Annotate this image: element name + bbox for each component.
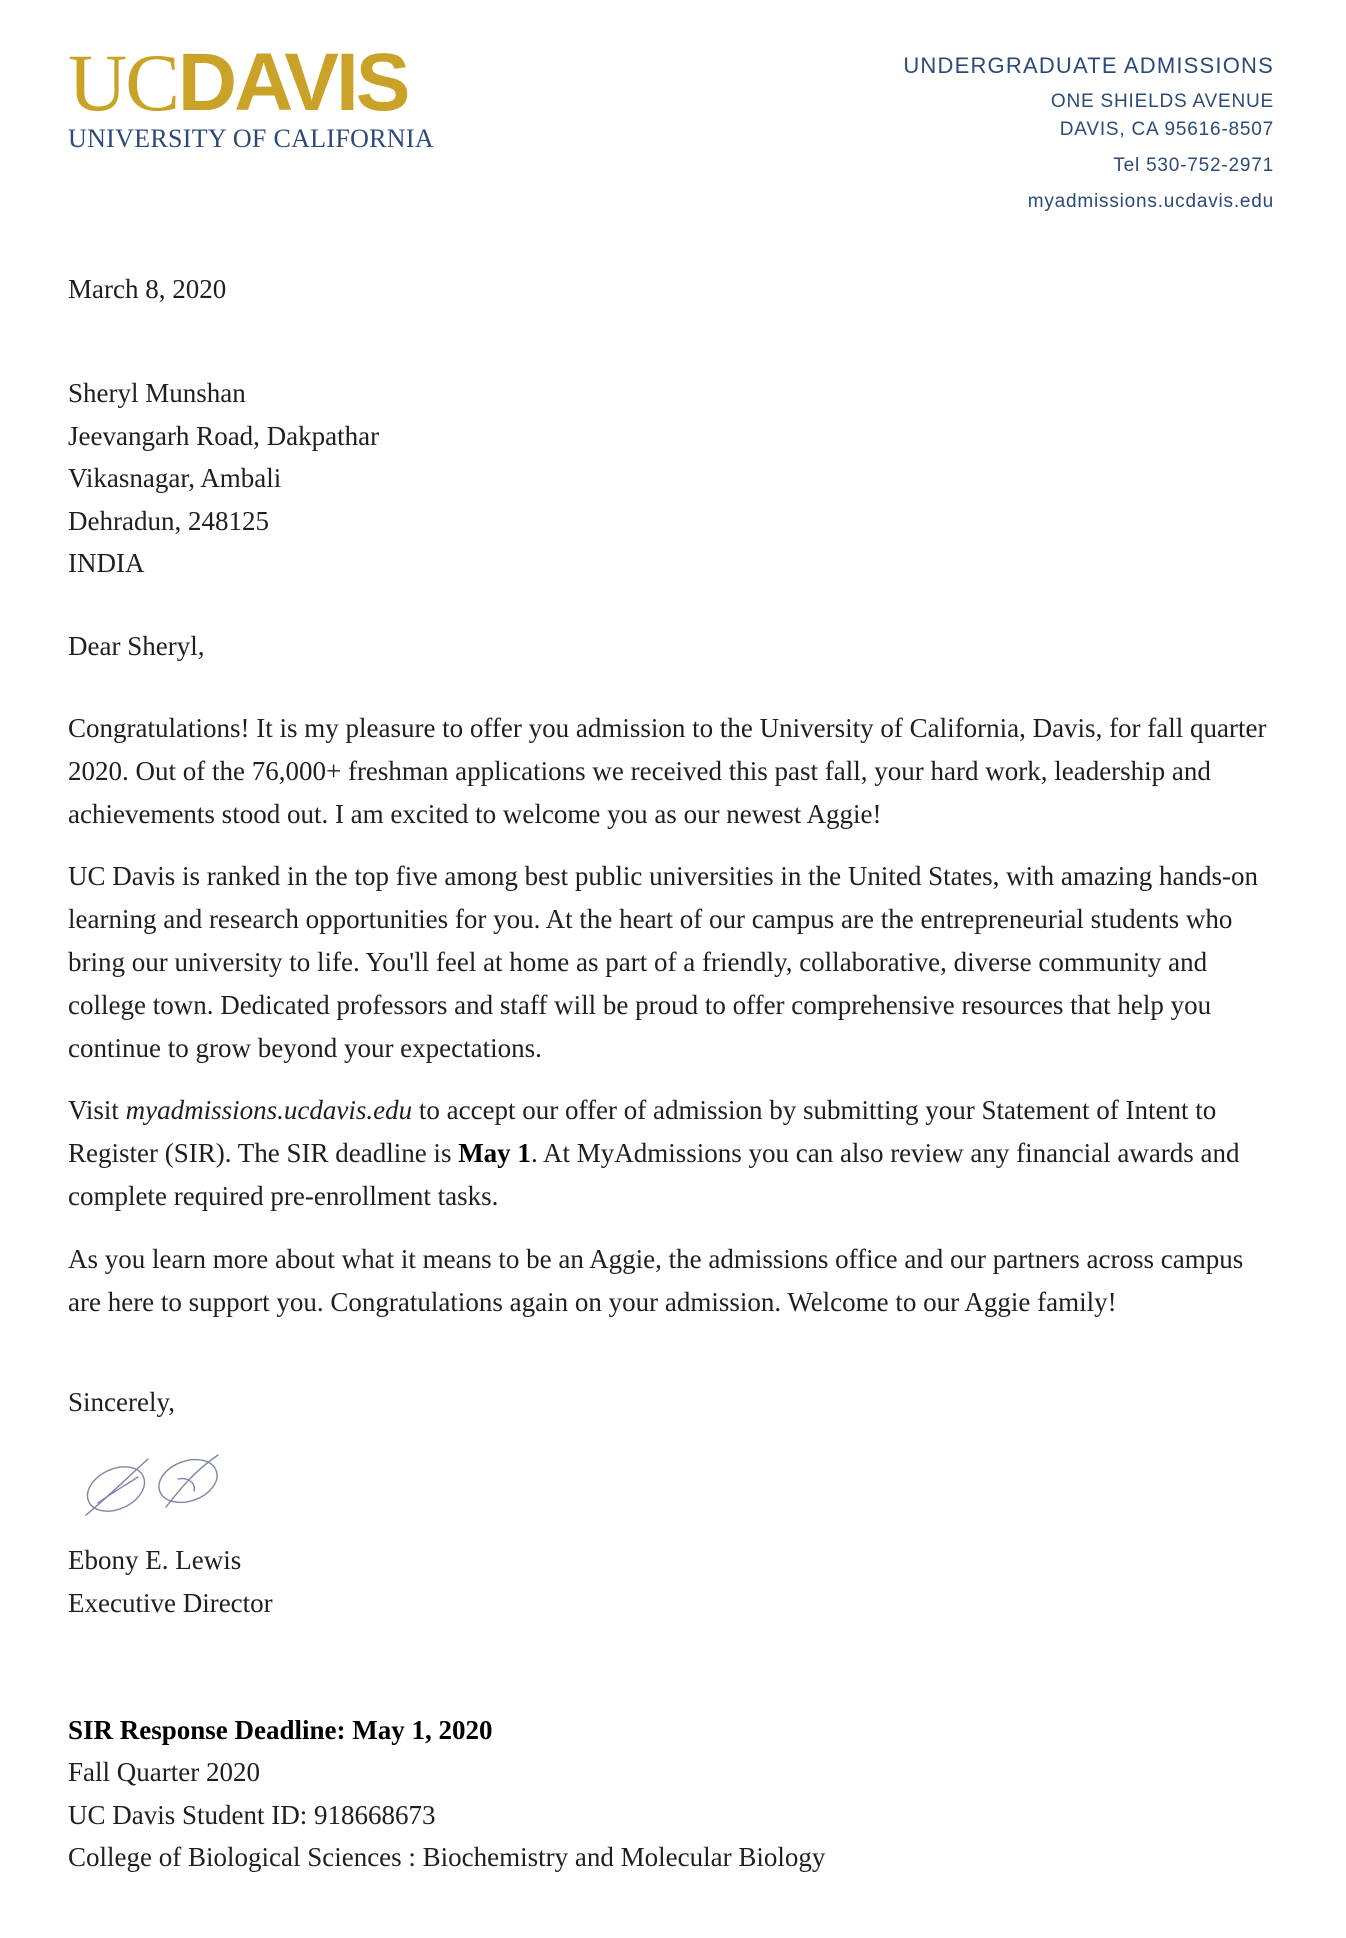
salutation: Dear Sheryl, bbox=[68, 630, 205, 661]
paragraph-congratulations: Congratulations! It is my pleasure to offer you admission to the University of California, Davis, for fall quarter 2020. Out of the 76,000+ freshman applications we received this past fall, your hard work, leadership and achievements stood out. I am excited to welcome you as our newest Aggie! bbox=[68, 712, 1267, 829]
college-major: College of Biological Sciences : Biochemistry and Molecular Biology bbox=[68, 1842, 826, 1873]
department-street: ONE SHIELDS AVENUE bbox=[1050, 91, 1274, 112]
letter-body bbox=[68, 272, 1268, 1879]
recipient-address bbox=[68, 372, 1268, 585]
department-phone: Tel 530-752-2971 bbox=[1113, 155, 1274, 176]
p3-text-mid: to accept our offer of admission by submitting your Statement of Intent to Register (SIR). The SIR deadline is bbox=[68, 1095, 1217, 1169]
p3-text-pre: Visit bbox=[68, 1095, 126, 1126]
admission-quarter: Fall Quarter 2020 bbox=[68, 1757, 260, 1788]
department-city: DAVIS, CA 95616-8507 bbox=[1059, 119, 1274, 140]
paragraph-welcome: As you learn more about what it means to be an Aggie, the admissions office and our partners across campus are here to support you. Congratulations again on your admission. Welcome to our Aggie family! bbox=[68, 1243, 1244, 1317]
recipient-country: INDIA bbox=[68, 548, 145, 579]
signer-block bbox=[68, 1539, 1268, 1624]
recipient-name: Sheryl Munshan bbox=[68, 378, 246, 408]
uc-davis-logo bbox=[68, 37, 448, 154]
logo-subtitle: UNIVERSITY OF CALIFORNIA bbox=[68, 124, 434, 153]
logo-wordmark bbox=[68, 37, 448, 128]
department-name: UNDERGRADUATE ADMISSIONS bbox=[903, 53, 1274, 78]
closing: Sincerely, bbox=[68, 1387, 175, 1418]
logo-uc: UC bbox=[68, 37, 178, 128]
department-website: myadmissions.ucdavis.edu bbox=[1027, 191, 1274, 212]
signer-title: Executive Director bbox=[68, 1587, 273, 1618]
signature-image bbox=[68, 1437, 1268, 1529]
recipient-address-line3: Dehradun, 248125 bbox=[68, 505, 269, 536]
department-address-block bbox=[903, 52, 1274, 216]
signer-name: Ebony E. Lewis bbox=[68, 1545, 242, 1576]
paragraph-about-uc-davis: UC Davis is ranked in the top five among best public universities in the United States, with amazing hands-on learning and research opportunities for you. At the heart of our campus are the entrepreneurial students who bring our university to life. You'll feel at home as part of a friendly, collaborative, diverse community and college town. Dedicated professors and staff will be proud to offer comprehensive resources that help you continue to grow beyond your expectations. bbox=[68, 861, 1259, 1063]
logo-davis: DAVIS bbox=[177, 37, 408, 128]
myadmissions-link: myadmissions.ucdavis.edu bbox=[125, 1095, 413, 1126]
sir-deadline-highlight: May 1 bbox=[458, 1138, 531, 1169]
paragraph-sir-instructions bbox=[68, 1089, 1268, 1217]
letter-date: March 8, 2020 bbox=[68, 274, 227, 304]
student-id: UC Davis Student ID: 918668673 bbox=[68, 1799, 436, 1830]
sir-response-deadline: SIR Response Deadline: May 1, 2020 bbox=[68, 1714, 493, 1745]
admission-summary bbox=[68, 1709, 1268, 1879]
recipient-address-line2: Vikasnagar, Ambali bbox=[68, 463, 282, 494]
p3-text-post: . At MyAdmissions you can also review any financial awards and complete required pre-enrollment tasks. bbox=[68, 1138, 1240, 1211]
recipient-address-line1: Jeevangarh Road, Dakpathar bbox=[68, 420, 380, 451]
